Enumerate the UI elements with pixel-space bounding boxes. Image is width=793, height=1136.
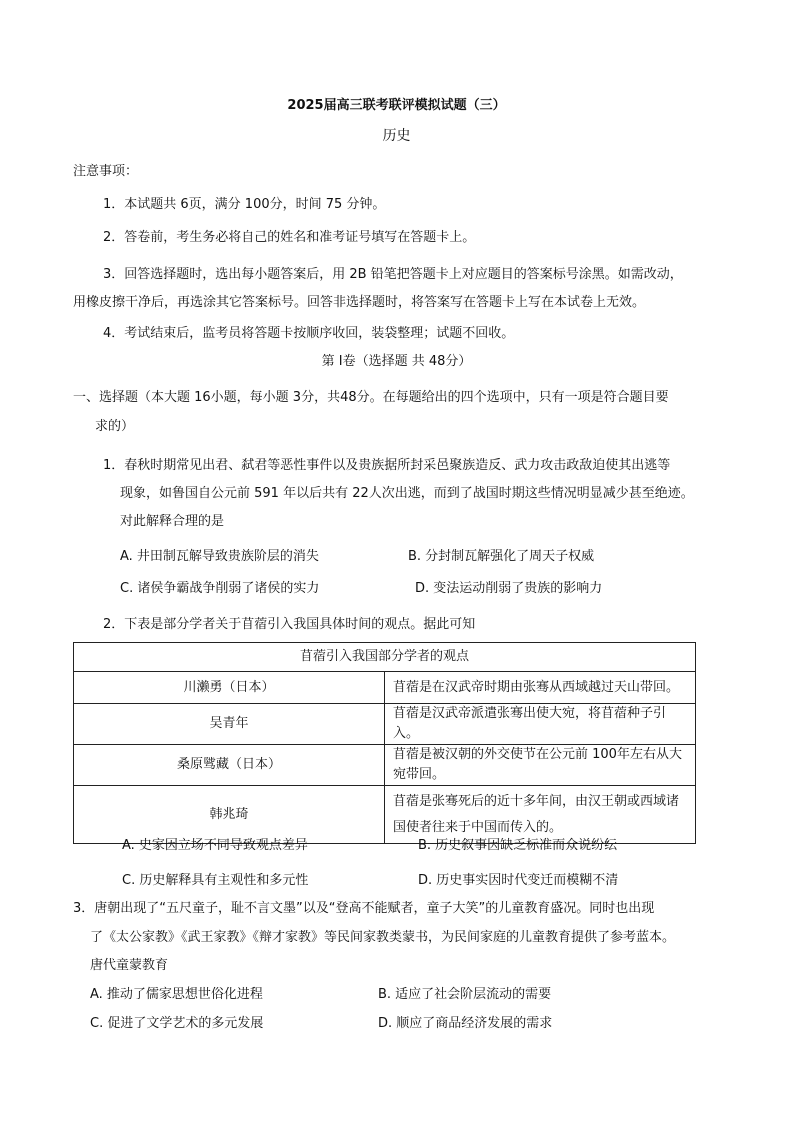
notice-item-continued: 用橡皮擦干净后，再选涂其它答案标号。回答非选择题时，将答案写在答题卡上写在本试卷上无效。 bbox=[73, 295, 646, 310]
q1-option-d: D. 变法运动削弱了贵族的影响力 bbox=[415, 581, 603, 596]
q2-option-a: A. 史家因立场不同导致观点差异 bbox=[122, 838, 308, 853]
q3-option-c: C. 促进了文学艺术的多元发展 bbox=[90, 1016, 264, 1031]
scholar-cell: 韩兆琦 bbox=[74, 786, 385, 844]
exam-subject: 历史 bbox=[382, 128, 411, 144]
notice-item: 3．回答选择题时，选出每小题答案后，用 2B 铅笔把答题卡上对应题目的答案标号涂黑。如需改动， bbox=[103, 267, 683, 282]
view-cell: 苜蓿是被汉朝的外交使节在公元前 100年左右从大宛带回。 bbox=[385, 745, 696, 786]
scholar-cell: 吴青年 bbox=[74, 704, 385, 745]
view-cell: 苜蓿是张骞死后的近十多年间，由汉王朝或西域诸国使者往来于中国而传入的。 bbox=[385, 786, 696, 844]
viewpoints-table bbox=[73, 642, 696, 844]
q3-option-a: A. 推动了儒家思想世俗化进程 bbox=[90, 987, 263, 1002]
notice-item: 2．答卷前，考生务必将自己的姓名和准考证号填写在答题卡上。 bbox=[103, 230, 476, 245]
scholar-cell: 桑原骘藏（日本） bbox=[74, 745, 385, 786]
q3-stem-line: 唐代童蒙教育 bbox=[90, 958, 169, 973]
q2-option-c: C. 历史解释具有主观性和多元性 bbox=[122, 873, 309, 888]
table-row bbox=[74, 672, 696, 704]
table-caption-row bbox=[74, 643, 696, 672]
view-cell: 苜蓿是汉武帝派遣张骞出使大宛，将苜蓿种子引入。 bbox=[385, 704, 696, 745]
q1-stem-line: 1．春秋时期常见出君、弑君等恶性事件以及贵族据所封采邑聚族造反、武力攻击政敌迫使其出逃等 bbox=[103, 458, 671, 473]
table-row bbox=[74, 786, 696, 844]
table-row bbox=[74, 704, 696, 745]
table-caption: 苜蓿引入我国部分学者的观点 bbox=[74, 643, 696, 672]
q1-option-b: B. 分封制瓦解强化了周天子权威 bbox=[408, 549, 595, 564]
q2-option-b: B. 历史叙事因缺乏标准而众说纷纭 bbox=[418, 838, 618, 853]
notice-item: 4．考试结束后，监考员将答题卡按顺序收回，装袋整理；试题不回收。 bbox=[103, 326, 515, 341]
q1-stem-line: 现象，如鲁国自公元前 591 年以后共有 22人次出逃，而到了战国时期这些情况明显减少甚至绝迹。 bbox=[120, 486, 694, 501]
q1-option-a: A. 井田制瓦解导致贵族阶层的消失 bbox=[120, 549, 319, 564]
exam-title: 2025届高三联考联评模拟试题（三） bbox=[287, 98, 506, 113]
notice-heading: 注意事项： bbox=[73, 164, 139, 179]
section-instruction-continued: 求的） bbox=[95, 419, 135, 434]
notice-item: 1．本试题共 6页，满分 100分，时间 75 分钟。 bbox=[103, 197, 386, 212]
table-row bbox=[74, 745, 696, 786]
q1-option-c: C. 诸侯争霸战争削弱了诸侯的实力 bbox=[120, 581, 320, 596]
q2-option-d: D. 历史事实因时代变迁而模糊不清 bbox=[418, 873, 619, 888]
q3-stem-line: 了《太公家教》《武王家教》《辩才家教》等民间家教类蒙书，为民间家庭的儿童教育提供了参考蓝本。 bbox=[90, 930, 676, 945]
q2-stem: 2．下表是部分学者关于苜蓿引入我国具体时间的观点。据此可知 bbox=[103, 617, 476, 632]
q3-option-d: D. 顺应了商品经济发展的需求 bbox=[378, 1016, 553, 1031]
scholar-cell: 川濑勇（日本） bbox=[74, 672, 385, 704]
q3-stem-line: 3．唐朝出现了“五尺童子，耻不言文墨”以及“登高不能赋者，童子大笑”的儿童教育盛况。同时也出现 bbox=[73, 901, 655, 916]
view-cell: 苜蓿是在汉武帝时期由张骞从西域越过天山带回。 bbox=[385, 672, 696, 704]
section-instruction: 一、选择题（本大题 16小题，每小题 3分，共48分。在每题给出的四个选项中，只有一项是符合题目要 bbox=[73, 390, 669, 405]
section-title: 第 I卷（选择题 共 48分） bbox=[321, 354, 472, 369]
q3-option-b: B. 适应了社会阶层流动的需要 bbox=[378, 987, 552, 1002]
q1-stem-line: 对此解释合理的是 bbox=[120, 514, 225, 529]
